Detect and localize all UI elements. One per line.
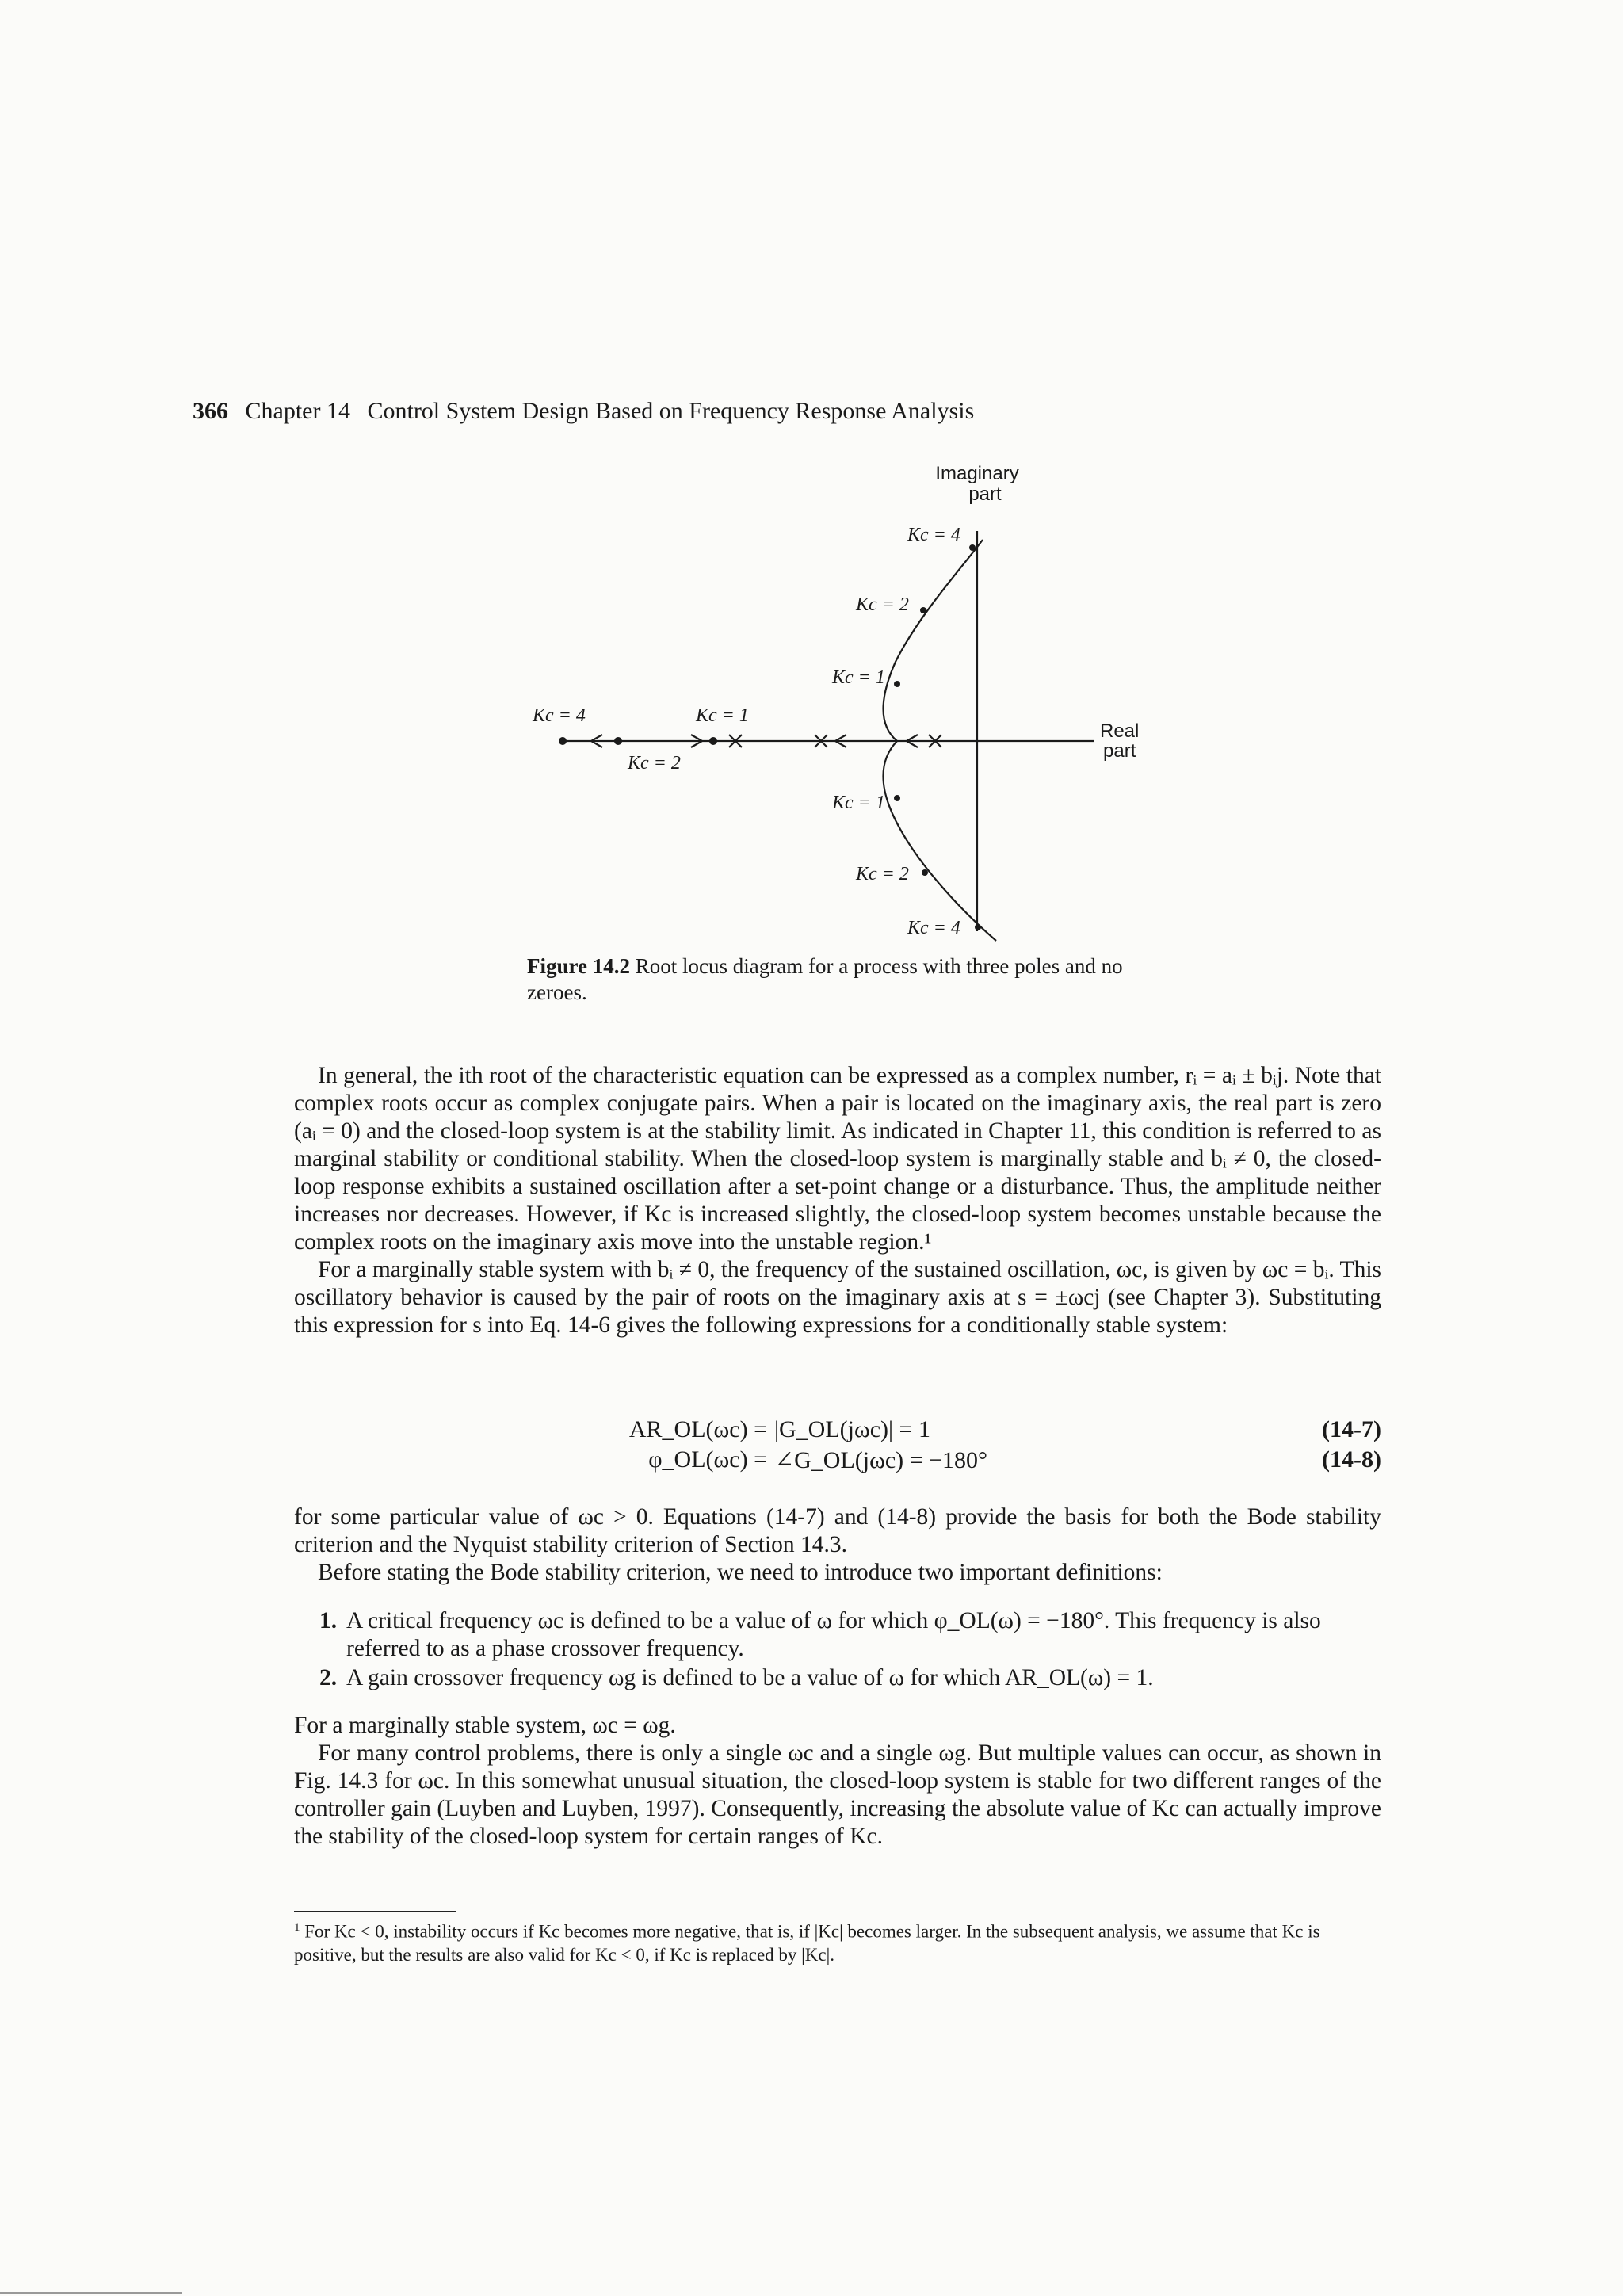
list-text: A gain crossover frequency ωg is defined to be a value of ω for which AR_OL(ω) = 1. [346, 1665, 1154, 1690]
figure-caption-text: Root locus diagram for a process with three poles and no zeroes. [527, 954, 1123, 1004]
page-number: 366 [193, 398, 228, 424]
equation-14-7 [294, 1416, 1381, 1446]
figure-number: Figure 14.2 [527, 954, 630, 978]
definitions-list [319, 1607, 1381, 1694]
gain-label: Kc = 1 [832, 793, 885, 813]
chapter-label: Chapter 14 [245, 398, 350, 424]
equation-rhs: ∠G_OL(jωc) = −180° [774, 1447, 988, 1473]
chapter-title: Control System Design Based on Frequency Response Analysis [367, 398, 975, 424]
running-head [193, 398, 974, 425]
gain-label: Kc = 4 [533, 705, 586, 726]
paragraph: For many control problems, there is only a single ωc and a single ωg. But multiple values can occur, as shown in Fig. 14.3 for ωc. In this somewhat unusual situation, the closed-loop system is stable for two different ranges of the controller gain (Luyben and Luyben, 1997). Consequently, increasing the absolute value of Kc can actually improve the stability of the closed-loop system for certain ranges of Kc. [294, 1740, 1381, 1849]
gain-label: Kc = 2 [856, 594, 909, 615]
imag-axis-label: part [968, 483, 1002, 505]
list-item [319, 1664, 1381, 1692]
paragraph: for some particular value of ωc > 0. Equations (14-7) and (14-8) provide the basis for both the Bode stability criterion and the Nyquist stability criterion of Section 14.3. [294, 1504, 1381, 1557]
root-dot [975, 924, 981, 930]
footnote [294, 1916, 1381, 1966]
root-dot [894, 681, 900, 687]
list-number: 1. [319, 1608, 338, 1633]
equation-14-8 [294, 1446, 1381, 1477]
list-text: A critical frequency ωc is defined to be a value of ω for which φ_OL(ω) = −180°. This frequency is also referred to as a phase crossover frequency. [346, 1608, 1321, 1661]
root-locus-diagram [507, 464, 1220, 955]
scan-edge-mark [0, 2292, 182, 2294]
body-text-upper [294, 1062, 1381, 1339]
footnote-marker: 1 [294, 1921, 300, 1934]
equation-number: (14-8) [1322, 1446, 1381, 1473]
root-locus-figure [507, 464, 1220, 955]
equation-lhs: φ_OL(ωc) = [648, 1446, 767, 1473]
footnote-rule [294, 1911, 456, 1912]
root-dot [614, 737, 622, 745]
real-axis-label: part [1103, 740, 1136, 762]
root-dot [920, 607, 926, 613]
paragraph: Before stating the Bode stability criterion, we need to introduce two important definitions: [318, 1560, 1163, 1585]
paragraph: For a marginally stable system, ωc = ωg. [294, 1713, 676, 1738]
gain-label: Kc = 2 [628, 753, 681, 774]
paragraph: In general, the ith root of the characteristic equation can be expressed as a complex number, rᵢ = aᵢ ± bᵢj. Note that complex roots occur as complex conjugate pairs. When a pair is located on the imaginary axis, the real part is zero (aᵢ = 0) and the closed-loop system is at the stability limit. As indicated in Chapter 11, this condition is referred to as marginal stability or conditional stability. When the closed-loop system is marginally stable and bᵢ ≠ 0, the closed-loop response exhibits a sustained oscillation after a set-point change or a disturbance. Thus, the amplitude neither increases nor decreases. However, if Kc is increased slightly, the closed-loop system becomes unstable because the complex roots on the imaginary axis move into the unstable region.¹ [294, 1063, 1381, 1255]
paragraph: For a marginally stable system with bᵢ ≠ 0, the frequency of the sustained oscillation, ωc, is given by ωc = bᵢ. This oscillatory behavior is caused by the pair of roots on the imaginary axis at s = ±ωcj (see Chapter 3). Substituting this expression for s into Eq. 14-6 gives the following expressions for a conditionally stable system: [294, 1257, 1381, 1338]
footnote-text: For Kc < 0, instability occurs if Kc becomes more negative, that is, if |Kc| becomes larger. In the subsequent analysis, we assume that Kc is positive, but the results are also valid for Kc < 0, if Kc is replaced by |Kc|. [294, 1921, 1320, 1965]
real-axis-label: Real [1100, 720, 1140, 742]
equation-number: (14-7) [1322, 1416, 1381, 1442]
figure-caption [527, 953, 1145, 1006]
equation-rhs: |G_OL(jωc)| = 1 [774, 1416, 930, 1442]
gain-label: Kc = 4 [907, 525, 960, 545]
gain-label: Kc = 1 [696, 705, 749, 726]
equation-lhs: AR_OL(ωc) = [628, 1416, 767, 1442]
root-dot [922, 869, 928, 876]
gain-label: Kc = 2 [856, 864, 909, 884]
gain-label: Kc = 1 [832, 667, 885, 688]
body-text-middle [294, 1503, 1381, 1587]
root-dot [709, 737, 717, 745]
equations-block [294, 1416, 1381, 1477]
list-item [319, 1607, 1381, 1663]
body-text-lower [294, 1712, 1381, 1851]
gain-label: Kc = 4 [907, 918, 960, 938]
list-number: 2. [319, 1665, 338, 1690]
root-dot [559, 737, 567, 745]
root-dot [969, 544, 976, 551]
imag-axis-label: Imaginary [935, 464, 1019, 484]
root-dot [894, 795, 900, 801]
